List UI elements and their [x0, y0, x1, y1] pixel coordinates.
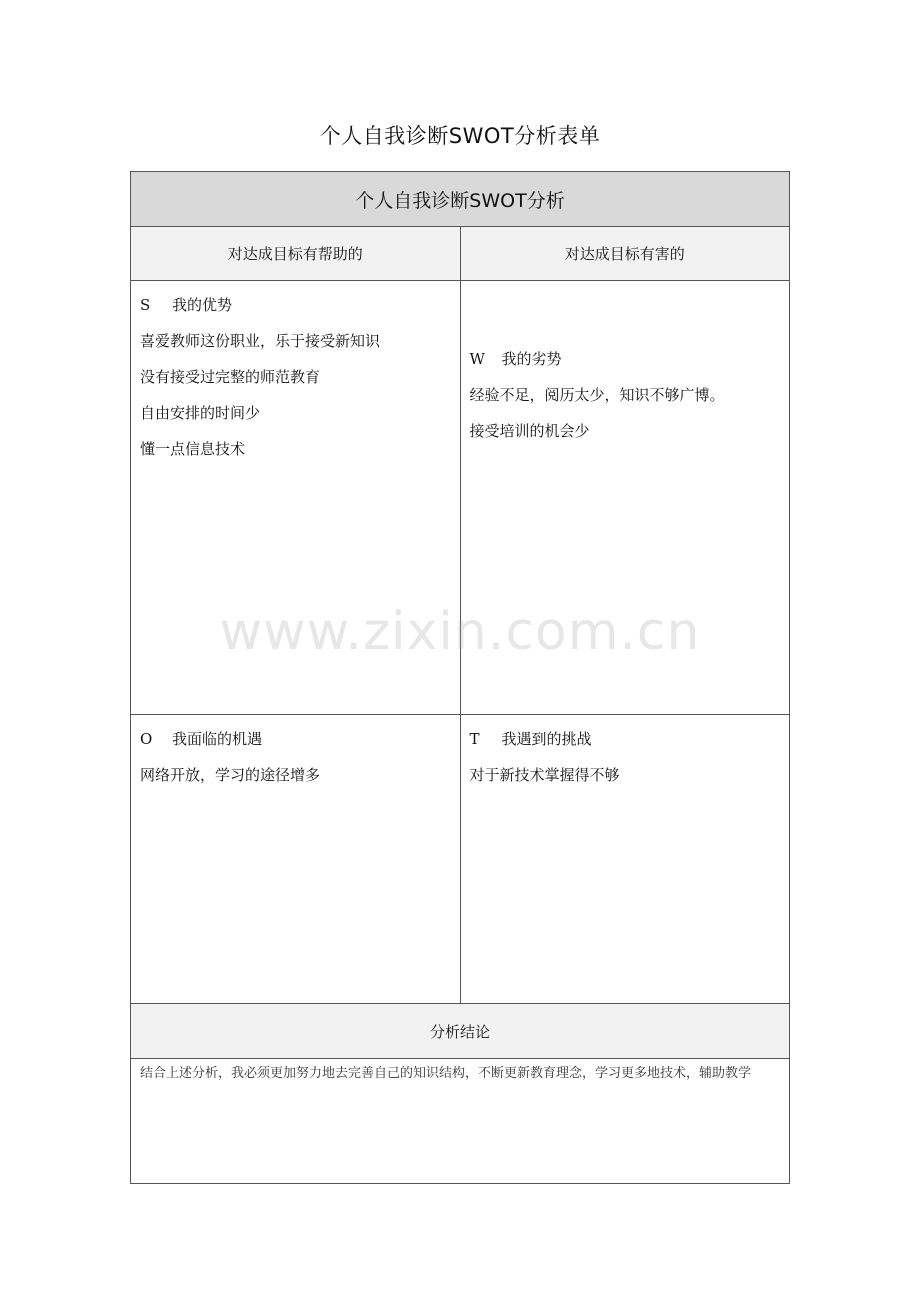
watermark: www.zixin.com.cn — [219, 602, 701, 662]
weaknesses-title: 我的劣势 — [501, 350, 562, 368]
strengths-heading — [140, 287, 450, 323]
opportunities-letter: O — [140, 730, 153, 748]
weaknesses-cell — [460, 281, 790, 715]
document-title: 个人自我诊断SWOT分析表单 — [319, 124, 601, 148]
strength-item: 自由安排的时间少 — [140, 404, 261, 422]
weakness-item: 经验不足，阅历太少，知识不够广博。 — [469, 386, 725, 404]
weaknesses-letter: W — [469, 350, 485, 368]
threats-heading — [470, 721, 780, 757]
weakness-item: 接受培训的机会少 — [469, 422, 590, 440]
column-header-helpful: 对达成目标有帮助的 — [131, 227, 461, 281]
column-header-harmful: 对达成目标有害的 — [460, 227, 790, 281]
strength-item: 没有接受过完整的师范教育 — [140, 368, 321, 386]
opportunities-heading — [140, 721, 450, 757]
strength-item: 懂一点信息技术 — [140, 440, 246, 458]
strengths-cell — [131, 281, 461, 715]
strength-item: 喜爱教师这份职业，乐于接受新知识 — [140, 332, 381, 350]
threats-cell — [460, 715, 790, 1004]
threats-title: 我遇到的挑战 — [501, 730, 592, 748]
strengths-title: 我的优势 — [172, 296, 233, 314]
opportunities-cell — [131, 715, 461, 1004]
threats-letter: T — [469, 730, 480, 748]
weaknesses-heading — [470, 341, 780, 377]
opportunities-title: 我面临的机遇 — [172, 730, 263, 748]
strengths-letter: S — [140, 296, 151, 314]
threat-item: 对于新技术掌握得不够 — [469, 766, 620, 784]
conclusion-header: 分析结论 — [131, 1004, 790, 1059]
table-header: 个人自我诊断SWOT分析 — [131, 172, 790, 227]
opportunity-item: 网络开放，学习的途径增多 — [140, 766, 321, 784]
conclusion-text: 结合上述分析，我必须更加努力地去完善自己的知识结构，不断更新教育理念，学习更多地技术，辅助教学 — [131, 1059, 790, 1184]
swot-table — [130, 171, 790, 1184]
